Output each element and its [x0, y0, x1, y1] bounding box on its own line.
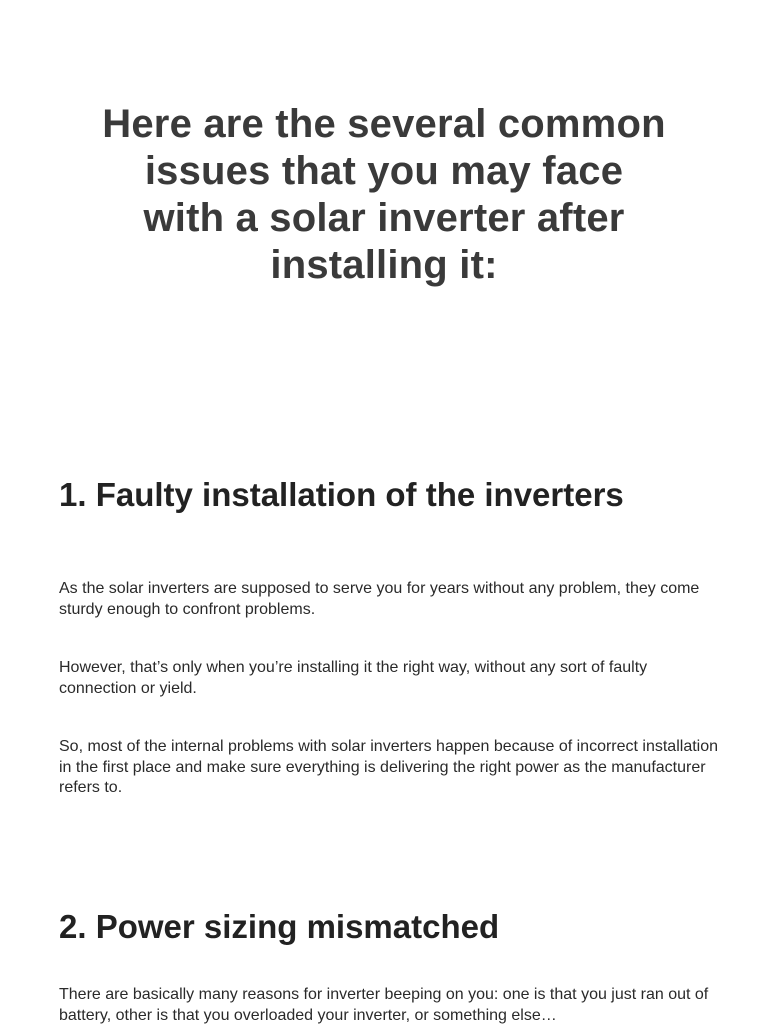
paragraph: So, most of the internal problems with solar inverters happen because of incorrect installation in the first place and make sure everything is delivering the right power as the manufacturer refers to. — [59, 738, 719, 796]
paragraph: As the solar inverters are supposed to serve you for years without any problem, they come sturdy enough to confront problems. — [59, 580, 700, 618]
paragraph: There are basically many reasons for inverter beeping on you: one is that you just ran out of battery, other is that you overloaded your inverter, or something else… — [59, 986, 709, 1024]
page-title: Here are the several common issues that you may face with a solar inverter after installing it: — [102, 102, 666, 287]
section-heading-faulty-installation: 1. Faulty installation of the inverters — [59, 476, 624, 513]
paragraph: However, that’s only when you’re installing it the right way, without any sort of faulty connection or yield. — [59, 659, 648, 697]
section-heading-power-sizing: 2. Power sizing mismatched — [59, 908, 500, 945]
